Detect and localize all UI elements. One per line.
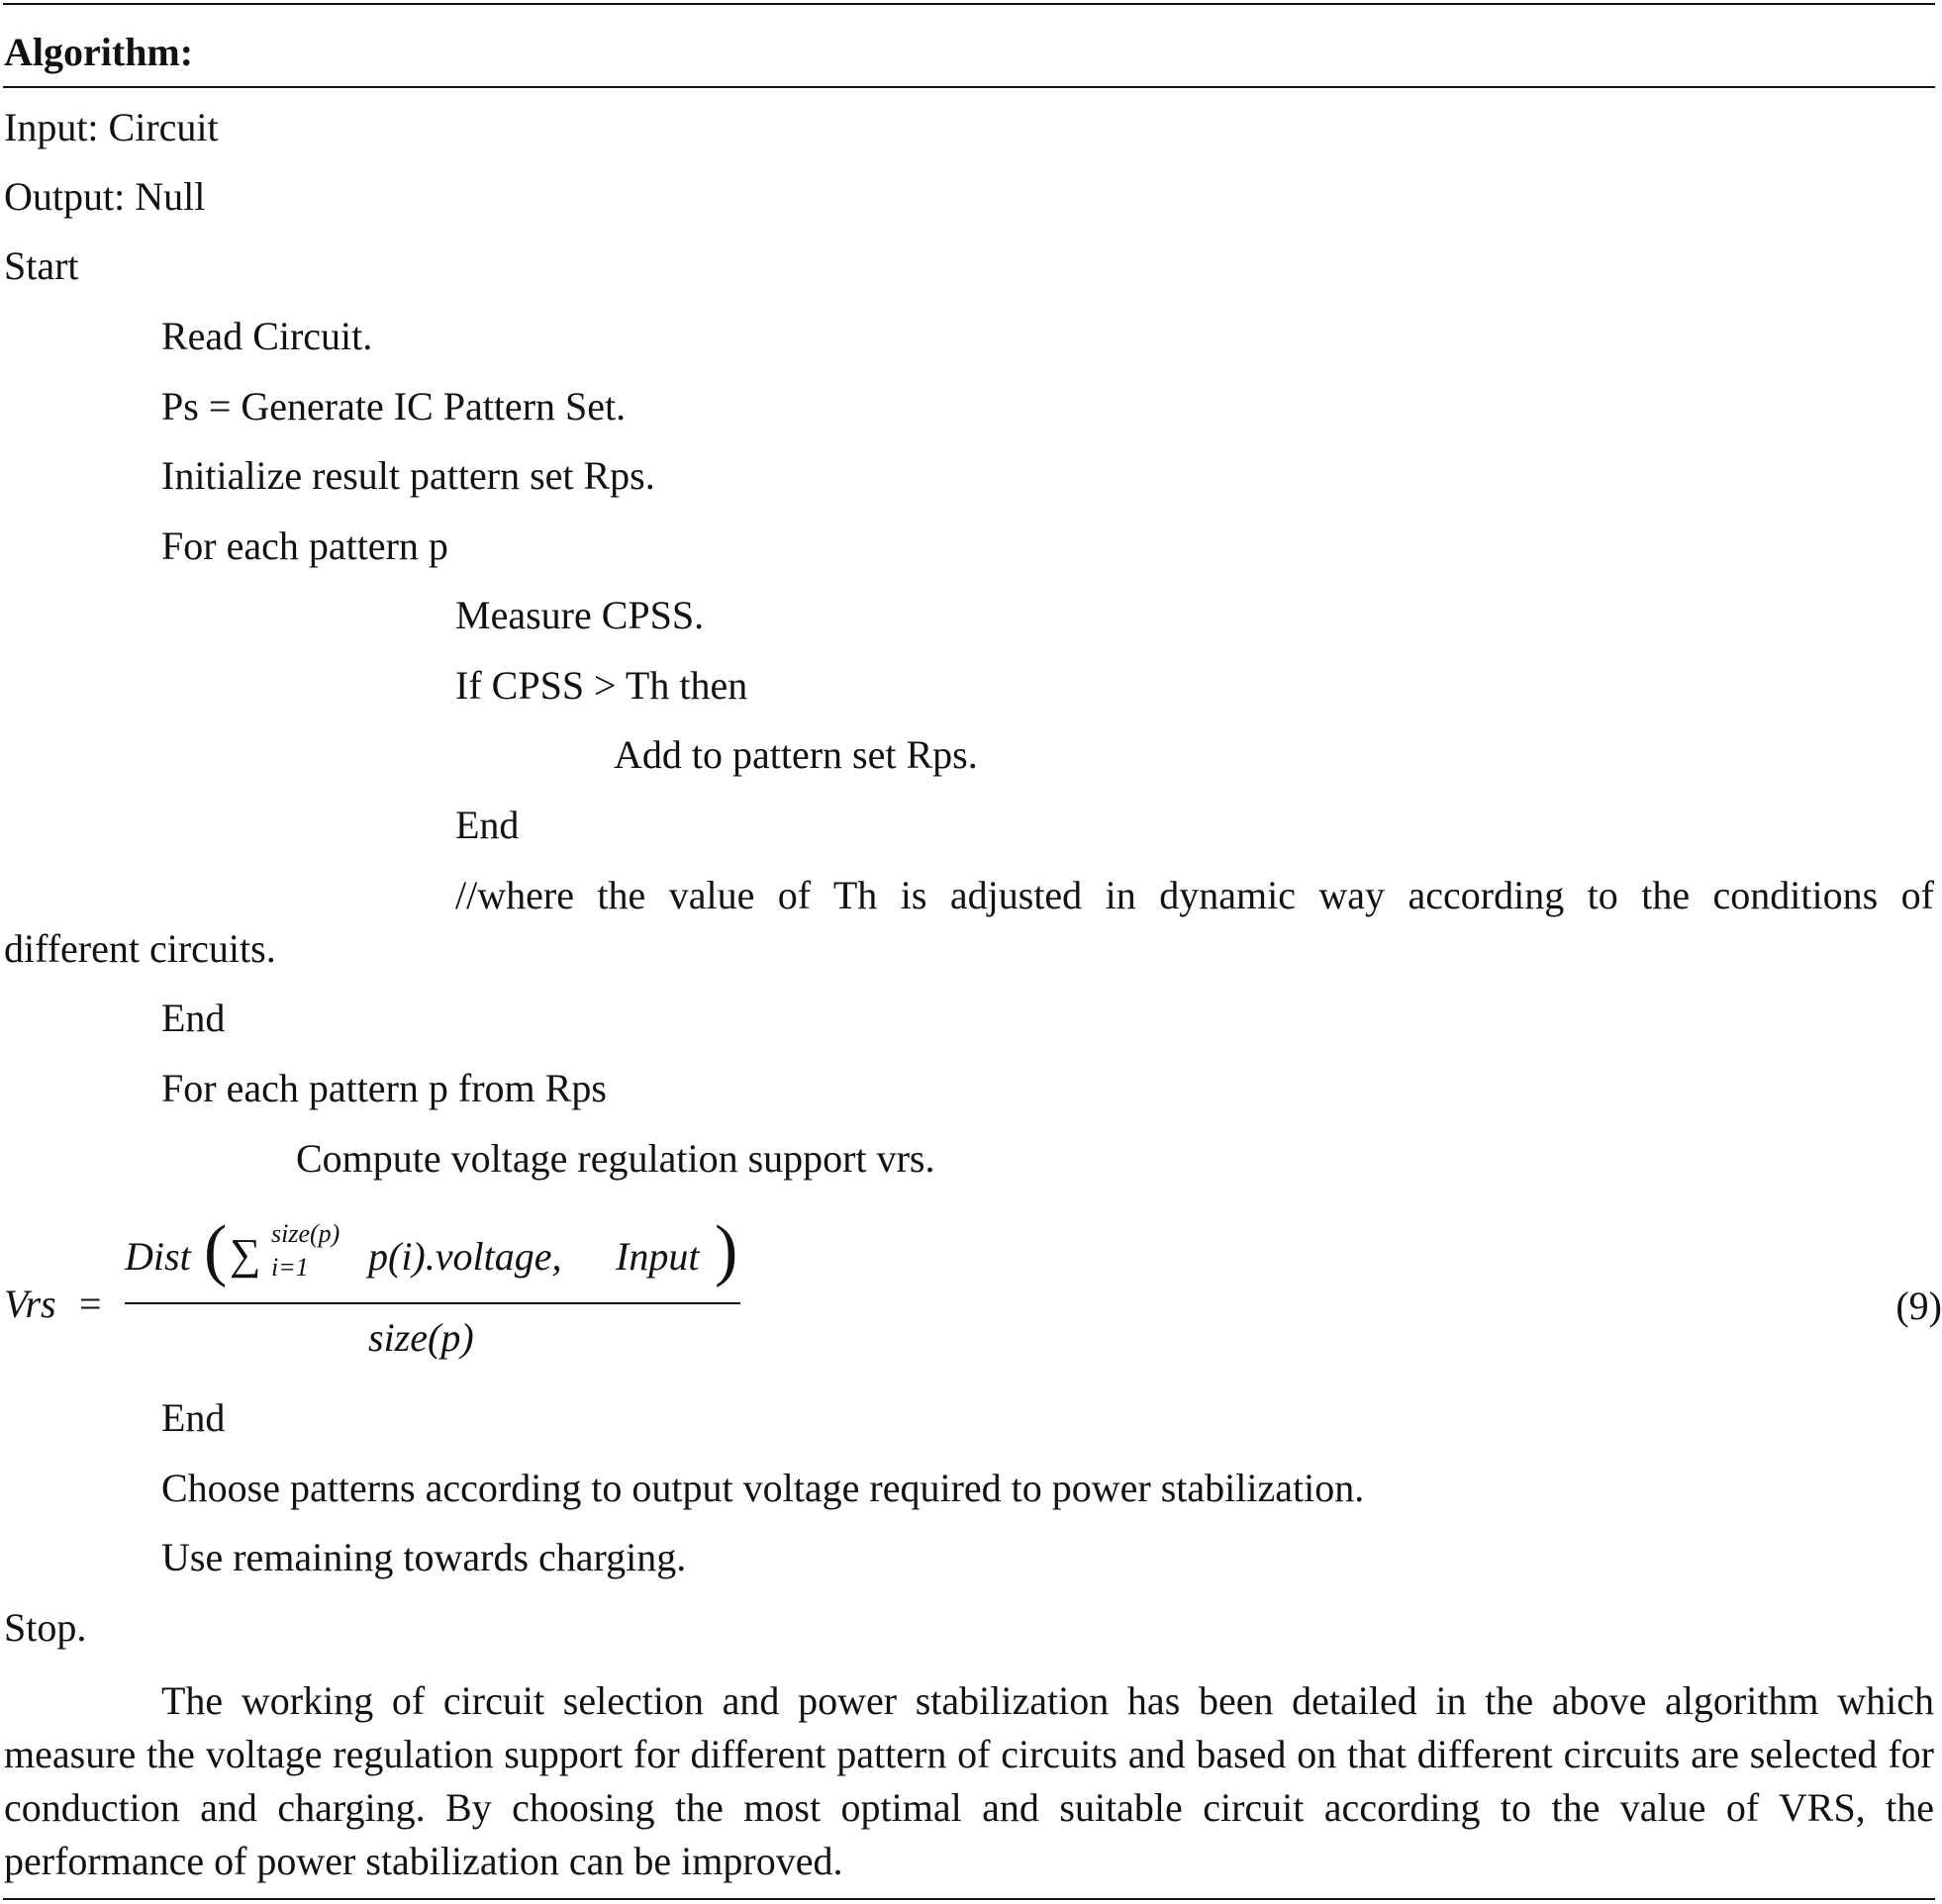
line-comment-a: //where the value of Th is adjusted in dynamic way according to the conditions of: [455, 873, 1934, 917]
algorithm-title: Algorithm:: [4, 30, 194, 74]
equation-9: [0, 1209, 1942, 1358]
top-rule: [3, 3, 1935, 5]
eq-sum-lower: i=1: [271, 1253, 309, 1282]
eq-fraction-bar: [125, 1302, 740, 1304]
line-input: Input: Circuit: [4, 105, 219, 149]
line-end-for2: End: [161, 1395, 226, 1440]
line-use: Use remaining towards charging.: [161, 1535, 687, 1579]
line-for1: For each pattern p: [161, 524, 448, 568]
line-measure: Measure CPSS.: [455, 593, 705, 637]
eq-lhs: Vrs: [4, 1282, 56, 1326]
line-compute: Compute voltage regulation support vrs.: [296, 1136, 935, 1181]
eq-number: (9): [1895, 1284, 1942, 1328]
explanation-paragraph: The working of circuit selection and power stabilization has been detailed in the above algorithm which measure the voltage regulation support for different pattern of circuits and based on that different circuits are selected for conduction and charging. By choosing the most optimal and suitable circuit according to the value of VRS, the performance of power stabilization can be improved.: [4, 1678, 1934, 1883]
line-read: Read Circuit.: [161, 314, 373, 358]
eq-sum-upper: size(p): [271, 1219, 340, 1248]
line-start: Start: [4, 243, 79, 288]
line-comment-b: different circuits.: [4, 926, 276, 971]
line-init: Initialize result pattern set Rps.: [161, 453, 655, 498]
line-output: Output: Null: [4, 174, 206, 219]
eq-equals: =: [79, 1282, 102, 1326]
eq-right-paren: ): [715, 1212, 738, 1288]
eq-input: Input: [616, 1234, 700, 1279]
line-choose: Choose patterns according to output voltage required to power stabilization.: [161, 1466, 1365, 1510]
line-end-for1: End: [161, 996, 226, 1040]
bottom-rule: [3, 1898, 1935, 1900]
line-add: Add to pattern set Rps.: [614, 732, 978, 777]
line-if: If CPSS > Th then: [455, 663, 748, 708]
line-for2: For each pattern p from Rps: [161, 1066, 607, 1110]
eq-dist: Dist: [125, 1234, 191, 1279]
eq-sum: ∑: [230, 1230, 261, 1279]
line-end-if: End: [455, 803, 520, 847]
line-stop: Stop.: [4, 1605, 87, 1650]
line-ps: Ps = Generate IC Pattern Set.: [161, 384, 627, 428]
title-rule: [3, 86, 1935, 88]
eq-denominator: size(p): [368, 1315, 474, 1360]
eq-left-paren: (: [204, 1212, 228, 1288]
eq-term: p(i).voltage,: [368, 1234, 562, 1279]
